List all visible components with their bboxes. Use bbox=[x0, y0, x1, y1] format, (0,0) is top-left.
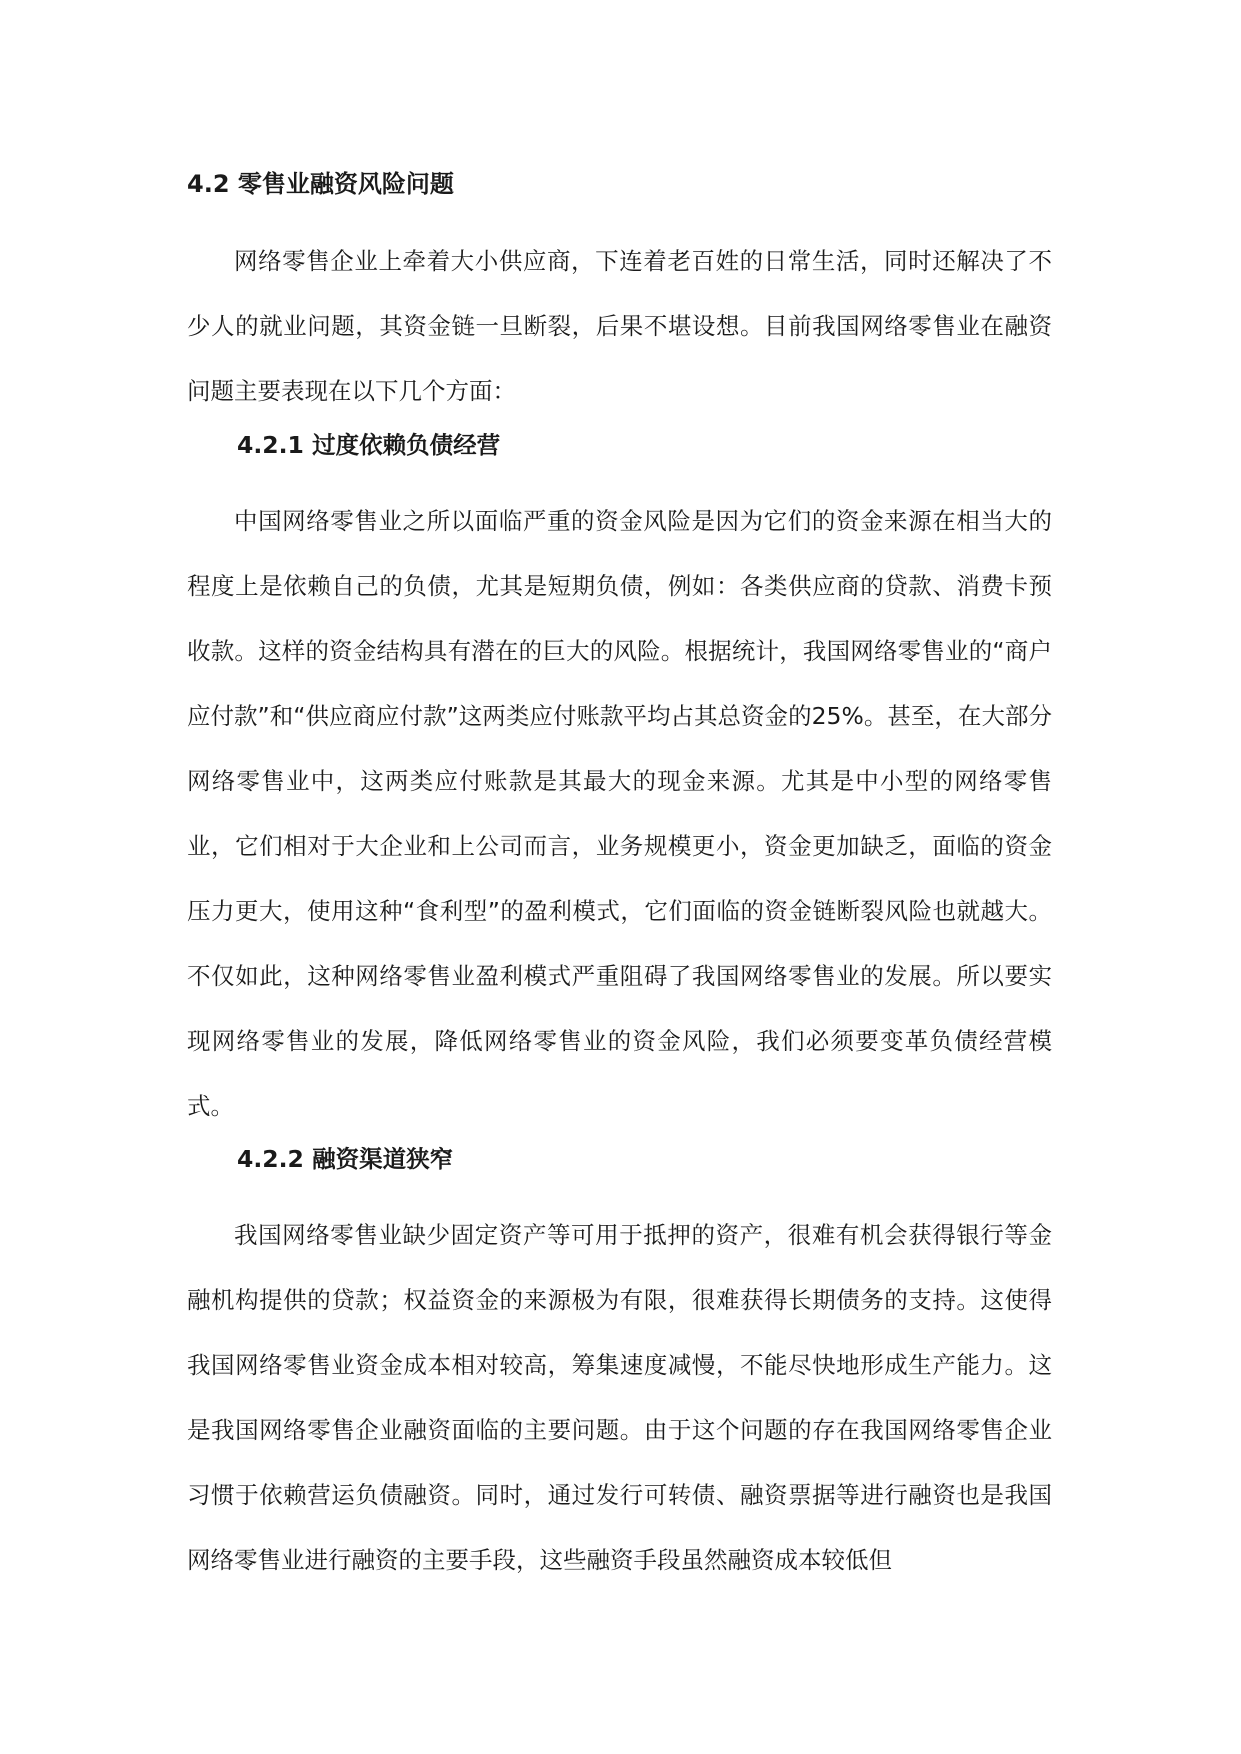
subsection-title-4-2-2: 4.2.2 融资渠道狭窄 bbox=[237, 1145, 454, 1173]
subsection-paragraph-4-2-1: 中国网络零售业之所以面临严重的资金风险是因为它们的资金来源在相当大的程度上是依赖自己的负债，尤其是短期负债，例如：各类供应商的贷款、消费卡预收款。这样的资金结构具有潜在的巨大的风险。根据统计，我国网络零售业的“商户应付款”和“供应商应付款”这两类应付账款平均占其总资金的25%。甚至，在大部分网络零售业中，这两类应付账款是其最大的现金来源。尤其是中小型的网络零售业，它们相对于大企业和上公司而言，业务规模更小，资金更加缺乏，面临的资金压力更大，使用这种“食利型”的盈利模式，它们面临的资金链断裂风险也就越大。不仅如此，这种网络零售业盈利模式严重阻碍了我国网络零售业的发展。所以要实现网络零售业的发展，降低网络零售业的资金风险，我们必须要变革负债经营模式。 bbox=[187, 507, 1052, 1120]
subsection-paragraph-4-2-2: 我国网络零售业缺少固定资产等可用于抵押的资产，很难有机会获得银行等金融机构提供的贷款；权益资金的来源极为有限，很难获得长期债务的支持。这使得我国网络零售业资金成本相对较高，筹集速度减慢，不能尽快地形成生产能力。这是我国网络零售企业融资面临的主要问题。由于这个问题的存在我国网络零售企业习惯于依赖营运负债融资。同时，通过发行可转债、融资票据等进行融资也是我国网络零售业进行融资的主要手段，这些融资手段虽然融资成本较低但 bbox=[187, 1221, 1052, 1574]
intro-paragraph: 网络零售企业上牵着大小供应商，下连着老百姓的日常生活，同时还解决了不少人的就业问题，其资金链一旦断裂，后果不堪设想。目前我国网络零售业在融资问题主要表现在以下几个方面： bbox=[187, 247, 1052, 405]
subsection-title-4-2-1: 4.2.1 过度依赖负债经营 bbox=[237, 431, 501, 459]
section-title: 4.2 零售业融资风险问题 bbox=[187, 170, 454, 198]
